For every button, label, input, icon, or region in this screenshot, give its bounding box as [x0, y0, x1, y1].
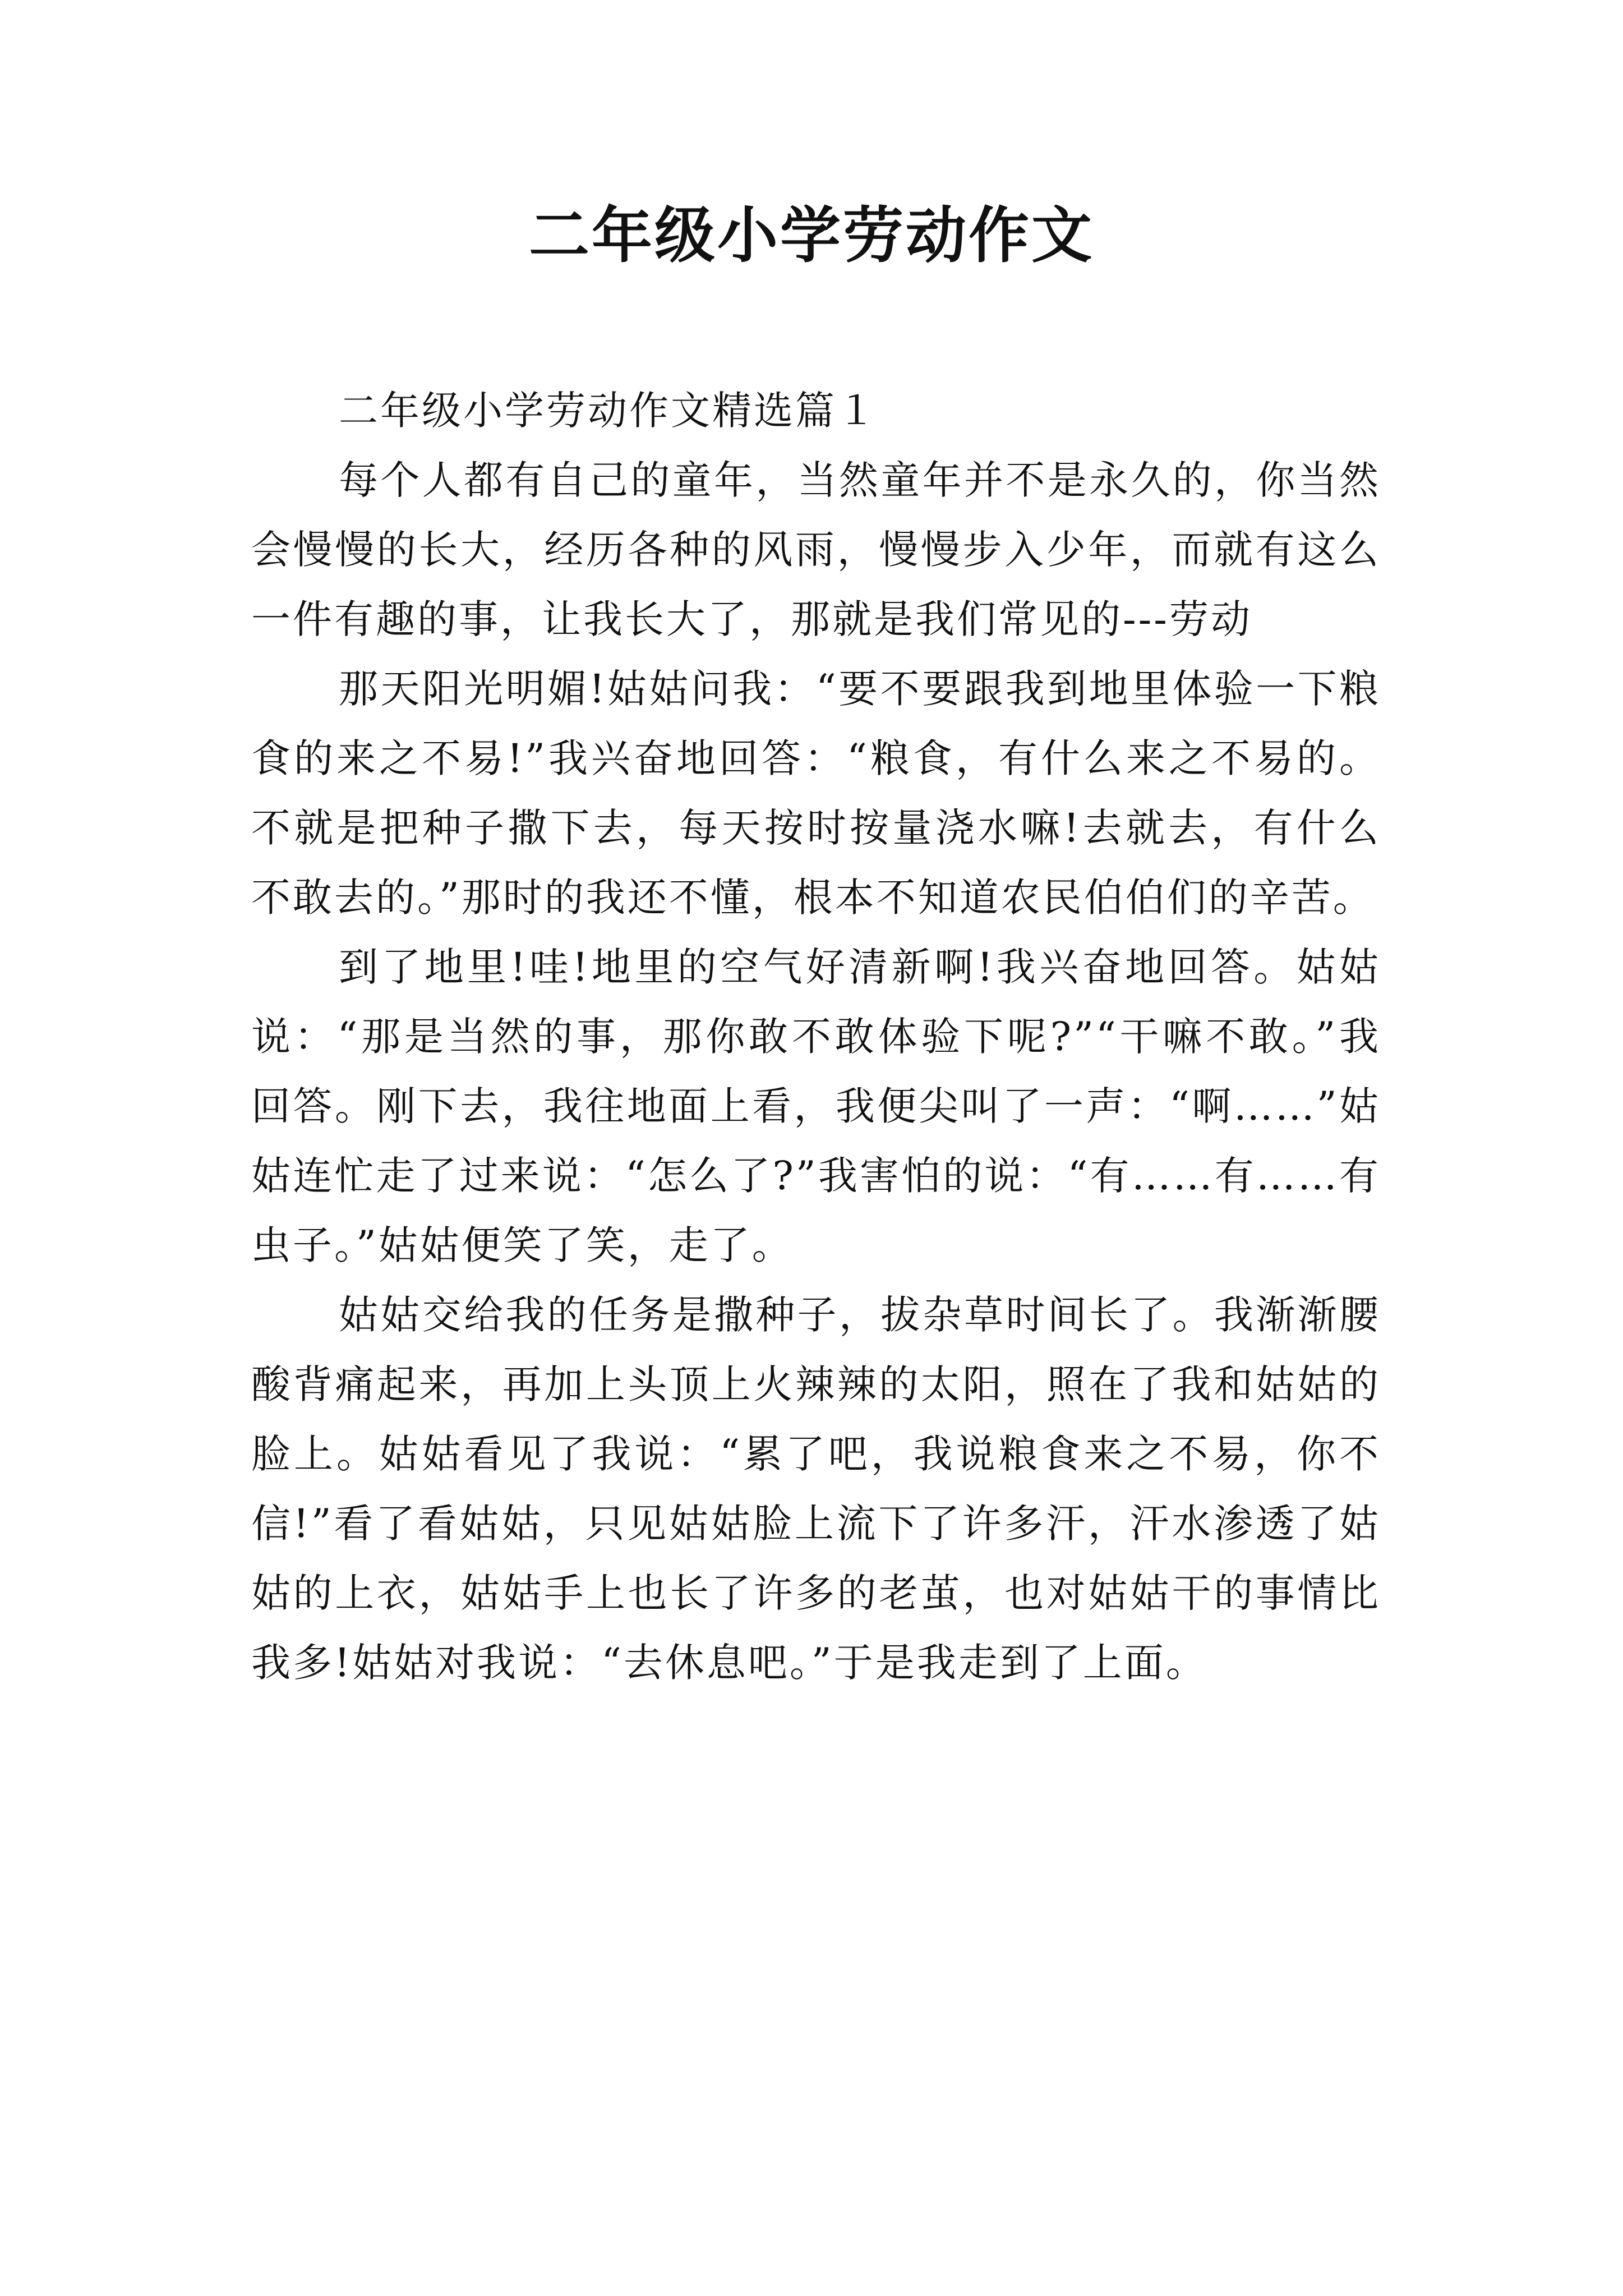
paragraph-2: 那天阳光明媚!姑姑问我：“要不要跟我到地里体验一下粮食的来之不易!”我兴奋地回答：“粮食，有什么来之不易的。不就是把种子撒下去，每天按时按量浇水嘛!去就去，有什么不敢去的。”那时的我还不懂，根本不知道农民伯伯们的辛苦。 [251, 666, 1381, 921]
paragraph-1: 每个人都有自己的童年，当然童年并不是永久的，你当然会慢慢的长大，经历各种的风雨，慢慢步入少年，而就有这么一件有趣的事，让我长大了，那就是我们常见的---劳动 [251, 457, 1381, 642]
paragraph-4: 姑姑交给我的任务是撒种子，拔杂草时间长了。我渐渐腰酸背痛起来，再加上头顶上火辣辣的太阳，照在了我和姑姑的脸上。姑姑看见了我说：“累了吧，我说粮食来之不易，你不信!”看了看姑姑，只见姑姑脸上流下了许多汗，汗水渗透了姑姑的上衣，姑姑手上也长了许多的老茧，也对姑姑干的事情比我多!姑姑对我说：“去休息吧。”于是我走到了上面。 [251, 1292, 1381, 1686]
document-title: 二年级小学劳动作文 [528, 200, 1094, 271]
document-body [251, 376, 1381, 1697]
paragraph-3: 到了地里!哇!地里的空气好清新啊!我兴奋地回答。姑姑说：“那是当然的事，那你敢不敢体验下呢?”“干嘛不敢。”我回答。刚下去，我往地面上看，我便尖叫了一声：“啊……”姑姑连忙走了过来说：“怎么了?”我害怕的说：“有……有……有虫子。”姑姑便笑了笑，走了。 [251, 944, 1381, 1268]
section-heading: 二年级小学劳动作文精选篇１ [339, 388, 878, 434]
